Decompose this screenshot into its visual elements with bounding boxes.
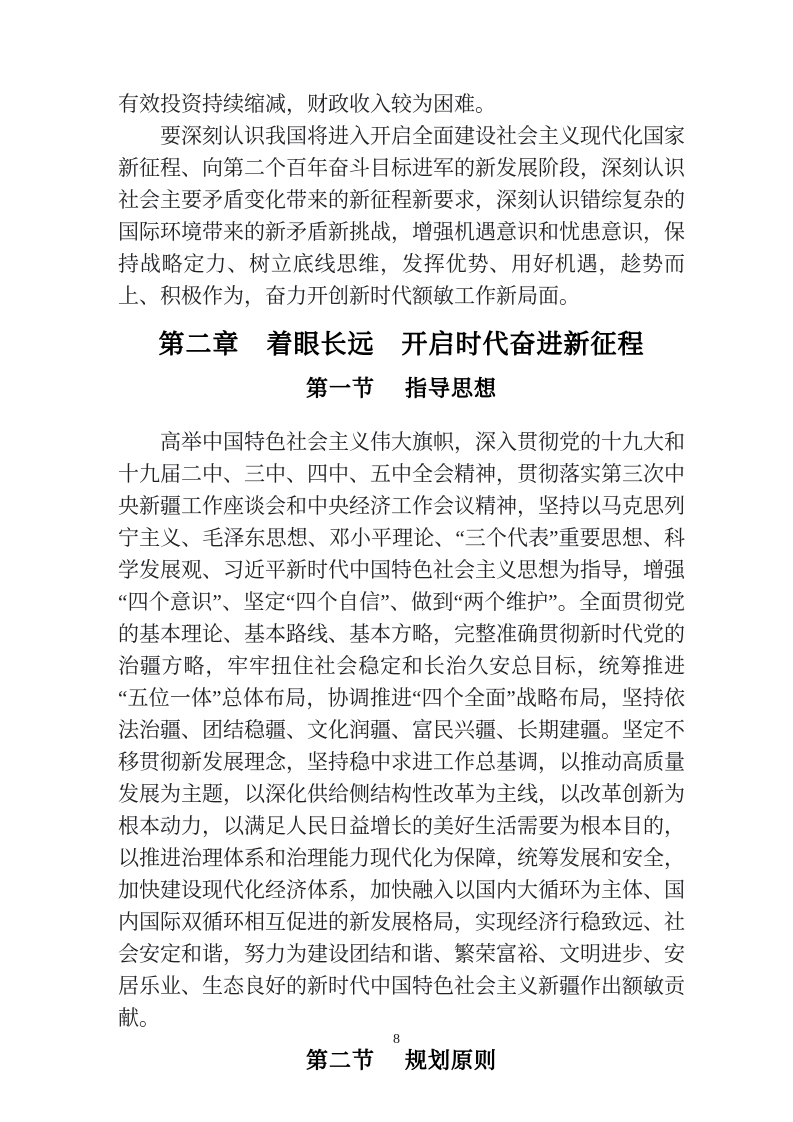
section-1-guiding-ideology-title: 第一节 指导思想: [305, 376, 498, 401]
chapter-2-title: 第二章 着眼长远 开启时代奋进新征程: [158, 329, 645, 359]
document-content: [118, 88, 685, 1076]
paragraph-continuation: 有效投资持续缩减，财政收入较为困难。: [118, 92, 496, 116]
paragraph-new-journey-understanding: 要深刻认识我国将进入开启全面建设社会主义现代化国家新征程、向第二个百年奋斗目标进军的新发展阶段，深刻认识社会主要矛盾变化带来的新征程新要求，深刻认识错综复杂的国际环境带来的新矛盾新挑战，增强机遇意识和忧患意识，保持战略定力、树立底线思维，发挥优势、用好机遇，趁势而上、积极作为，奋力开创新时代额敏工作新局面。: [118, 124, 685, 308]
paragraph-guiding-ideology: 高举中国特色社会主义伟大旗帜，深入贯彻党的十九大和十九届二中、三中、四中、五中全会精神，贯彻落实第三次中央新疆工作座谈会和中央经济工作会议精神，坚持以马克思列宁主义、毛泽东思想、邓小平理论、“三个代表”重要思想、科学发展观、习近平新时代中国特色社会主义思想为指导，增强“四个意识”、坚定“四个自信”、做到“两个维护”。全面贯彻党的基本理论、基本路线、基本方略，完整准确贯彻新时代党的治疆方略，牢牢扭住社会稳定和长治久安总目标，统筹推进“五位一体”总体布局，协调推进“四个全面”战略布局，坚持依法治疆、团结稳疆、文化润疆、富民兴疆、长期建疆。坚定不移贯彻新发展理念，坚持稳中求进工作总基调，以推动高质量发展为主题，以深化供给侧结构性改革为主线，以改革创新为根本动力，以满足人民日益增长的美好生活需要为根本目的，以推进治理体系和治理能力现代化为保障，统筹发展和安全，加快建设现代化经济体系，加快融入以国内大循环为主体、国内国际双循环相互促进的新发展格局，实现经济行稳致远、社会安定和谐，努力为建设团结和谐、繁荣富裕、文明进步、安居乐业、生态良好的新时代中国特色社会主义新疆作出额敏贡献。: [118, 430, 685, 1030]
page-number: 8: [393, 1032, 400, 1047]
section-2-planning-principles-title: 第二节 规划原则: [305, 1048, 498, 1073]
